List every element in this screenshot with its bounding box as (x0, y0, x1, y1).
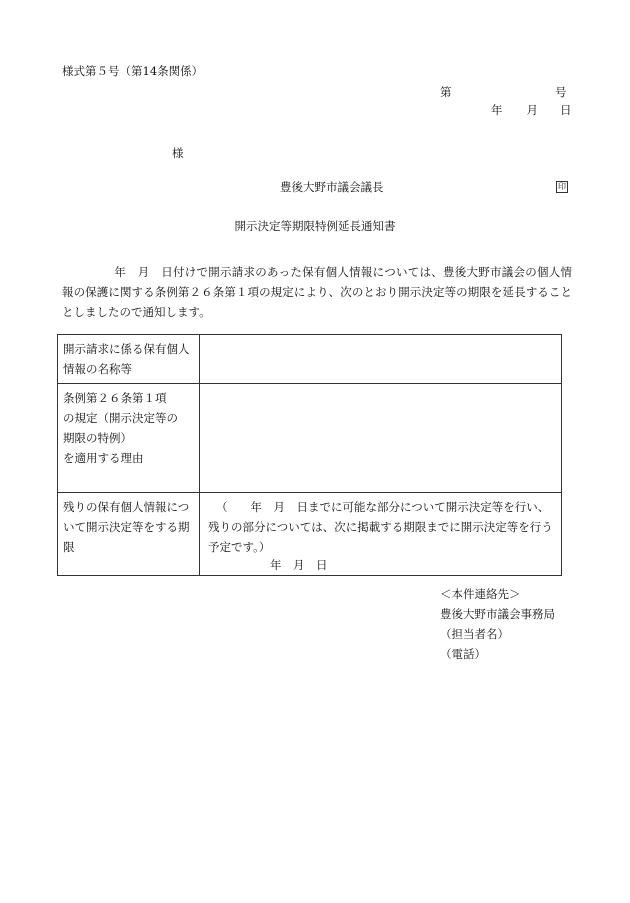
info-name-label: 開示請求に係る保有個人情報の名称等 (58, 335, 200, 384)
document-number-prefix: 第 (440, 85, 452, 99)
reason-label-line: を適用する理由 (63, 451, 144, 465)
deadline-value (200, 493, 562, 576)
info-name-value (200, 335, 562, 384)
contact-heading: ＜本件連絡先＞ (440, 587, 521, 601)
seal-mark: 印 (558, 182, 566, 191)
document-number-suffix: 号 (555, 85, 567, 99)
details-table (57, 334, 562, 576)
contact-block (440, 584, 555, 664)
date-month: 月 (526, 103, 538, 117)
reason-value (200, 384, 562, 493)
contact-office: 豊後大野市議会事務局 (440, 607, 555, 621)
reason-label (58, 384, 200, 493)
notice-body (62, 262, 572, 322)
reason-label-line: 条例第２６条第１項 (63, 391, 167, 405)
deadline-label: 残りの保有個人情報について開示決定等をする期限 (58, 493, 200, 576)
table-row (58, 335, 562, 384)
contact-phone: （電話） (440, 647, 486, 661)
deadline-note: （ 年 月 日までに可能な部分について開示決定等を行い、残りの部分については、次に掲載する期限までに開示決定等を行う予定です。） (208, 500, 553, 554)
table-row (58, 384, 562, 493)
issue-date (491, 105, 572, 117)
form-label: 様式第５号（第14条関係） (62, 64, 204, 78)
table-row (58, 493, 562, 576)
contact-person: （担当者名） (440, 627, 509, 641)
date-year: 年 (491, 103, 503, 117)
document-title: 開示決定等期限特例延長通知書 (234, 219, 396, 233)
date-day: 日 (560, 103, 572, 117)
addressee-honorific: 様 (172, 146, 184, 160)
reason-label-line: の規定（開示決定等の (63, 411, 178, 425)
sender-title: 豊後大野市議会議長 (280, 180, 384, 194)
notice-body-text: 年 月 日付けで開示請求のあった保有個人情報については、豊後大野市議会の個人情報の保護に関する条例第２６条第１項の規定により、次のとおり開示決定等の期限を延長することとしましたので通知します。 (62, 265, 572, 319)
reason-label-line: 期限の特例） (63, 431, 132, 445)
deadline-date: 年 月 日 (270, 558, 328, 572)
